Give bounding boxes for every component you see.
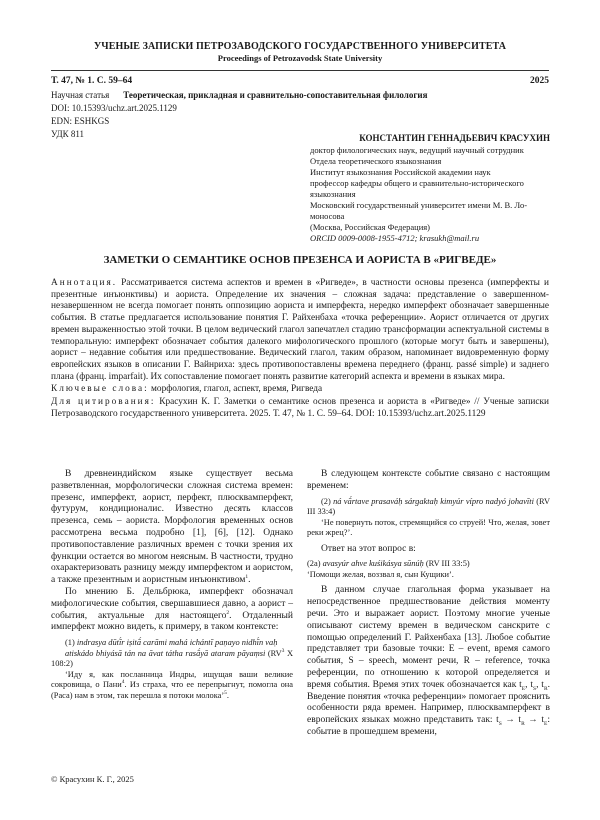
footnote-ref[interactable]: 4 (121, 679, 125, 686)
example-translation: ‘Помощи желая, воззвал я, сын Кущики’. (307, 569, 454, 579)
author-line: профессор кафедры общего и сравнительно-исторического (310, 178, 524, 188)
abstract-label: Аннотация. (51, 278, 118, 288)
body-column-left (51, 469, 293, 705)
example-1 (51, 638, 293, 670)
example-line (307, 559, 550, 570)
sanskrit-text: ná vā́rtave prasaváḥ sárgaktaḥ kimyúr vípro nadyó johavīti (333, 496, 534, 506)
example-ref: (RV (267, 648, 282, 658)
author-line: Отдела теоретического языкознания (310, 156, 442, 166)
body-paragraph (51, 587, 293, 634)
body-paragraph: В данном случае глагольная форма указывает на непосредственное предшествование действия моменту речи. Это и выражает аорист. Поэтому многие ученые описывают систему времен в ведическом санскрите с помощью определений Г. Райхенбаха [13]. Любое событие представляет три базовые точки: E – event, время самого события, S – speech, момент речи, R – reference, точка референции, по отношению к которой определяется и время события. Время этих точек обозначается как $t_E$, $t_S$, $t_R$. Введение понятия «точка референции» помогает прояснить особенности ряда времен. Например, плюсквамперфект в европейских языках можно представить так: $t_S \to t_R \to t_E$: событие в прошедшем времени, (307, 585, 551, 737)
body-paragraph: Ответ на этот вопрос в: (321, 543, 416, 554)
author-line: (Москва, Российская Федерация) (310, 222, 431, 232)
example-2a (307, 559, 550, 570)
author-orcid-email[interactable]: ORCID 0009-0008-1955-4712; krasukh@mail.ru (310, 233, 480, 243)
paragraph-text: В древнеиндийском языке существует весьма разветвленная, морфологически сложная система времен: презенс, имперфект, аорист, перфект, плюсквамперфект, футурум, кондиционалис. Известно десять классов презенса, семь – аориста. Морфология временных основ рассмотрена весьма подробно [1], [6], [12]. Однако противопоставление различных времен с точки зрения их функции остается во многом неясным. В частности, трудно охарактеризовать разницу между имперфектом и аористом, а также презентным и аористным инъюнктивом (51, 469, 293, 586)
subscript: R (521, 721, 525, 728)
paragraph-text: . Введение понятия «точка референции» помогает прояснить особенности ряда времен. Например, плюсквамперфект в европейских языках можно представить так: t (307, 679, 550, 726)
journal-title: УЧЕНЫЕ ЗАПИСКИ ПЕТРОЗАВОДСКОГО ГОСУДАРСТВЕННОГО УНИВЕРСИТЕТА (93, 41, 507, 52)
subscript: E (521, 685, 526, 692)
paragraph-text: : событие в прошедшем времени, (307, 715, 551, 737)
arrow-symbol: → t (524, 715, 544, 726)
example-number: (2) (321, 496, 331, 506)
example-line (51, 638, 293, 649)
udk: УДК 811 (51, 129, 85, 139)
sanskrit-text: avasyúr ahve kuśikásya sūnúḥ (322, 559, 424, 569)
author-line: доктор филологических наук, ведущий научный сотрудник (310, 145, 524, 155)
subscript: S (533, 685, 537, 692)
subscript: R (543, 685, 548, 692)
example-line (307, 497, 550, 518)
copyright: © Красухин К. Г., 2025 (51, 774, 134, 784)
volume-info: Т. 47, № 1. С. 59–64 (51, 76, 133, 86)
author-line: языкознания (310, 189, 356, 199)
example-line (51, 649, 293, 670)
journal-subtitle: Proceedings of Petrozavodsk State University (217, 53, 383, 63)
example-translation: ‘Не повернуть поток, стремящийся со струей! Что, желая, зовет реки жрец?’. (307, 517, 550, 538)
author-line: моносова (310, 211, 345, 221)
article-meta (51, 75, 549, 141)
citation-label: Для цитирования: (51, 397, 156, 408)
header-divider (51, 70, 549, 71)
keywords-label: Ключевые слова: (51, 384, 149, 395)
journal-header (50, 40, 550, 64)
translation-text: ‘Иду я, как посланница Индры, ищущая ваши великие сокровища, о Пани (51, 669, 293, 690)
article-title: ЗАМЕТКИ О СЕМАНТИКЕ ОСНОВ ПРЕЗЕНСА И АОРИСТА В «РИГВЕДЕ» (103, 254, 497, 266)
translation-text: . (226, 690, 229, 700)
year: 2025 (530, 76, 549, 86)
translation-text: . Из страха, что ее перепрыгнут, помогла она (Раса) нам в этом, так перешла я потоки молока’ (51, 680, 293, 700)
paragraph-text: В данном случае глагольная форма указывает на непосредственное предшествование действия моменту речи. Это и выражает аорист. Поэтому многие ученые описывают систему времен в ведическом санскрите с помощью определений Г. Райхенбаха [13]. Любое событие представляет три базовые точки: E – event, время самого события, S – speech, момент речи, R – reference, точка референции, по отношению к которой определяется и время события. Время этих точек обозначается как t (307, 585, 550, 690)
example-ref: X 108:2) (51, 648, 293, 669)
doi[interactable]: DOI: 10.15393/uchz.art.2025.1129 (51, 103, 177, 113)
abstract-block (51, 278, 549, 421)
footnote-ref[interactable]: 1 (245, 574, 249, 581)
example-number: (2a) (307, 559, 321, 569)
citation (51, 397, 549, 420)
example-2 (307, 497, 550, 518)
article-category: Теоретическая, прикладная и сравнительно-сопоставительная филология (123, 90, 428, 100)
footnote-ref[interactable]: 2 (226, 609, 230, 616)
footnote-ref[interactable]: 5 (224, 689, 227, 696)
keywords-text: морфология, глагол, аспект, время, Ригведа (151, 384, 323, 395)
example-number: (1) (65, 638, 75, 648)
paragraph-text: По мнению Б. Дельбрюка, имперфект обозначал мифологические события, свершавшиеся давно, а аорист – события, актуальные для настоящего (51, 586, 293, 621)
body-paragraph: В древнеиндийском языке существует весьма разветвленная, морфологически сложная система времен: презенс, имперфект, аорист, перфект, плюсквамперфект, футурум, кондиционалис. Известно десять классов презенса, семь – аориста. Морфология временных основ рассмотрена весьма подробно [1], [6], [12]. Однако противопоставление различных времен с точки зрения их функции остается во многом неясным. В частности, трудно охарактеризовать разницу между имперфектом и аористом, а также презентным и аористным инъюнктивом$^1$. (51, 469, 293, 586)
author-line: Институт языкознания Российской академии наук (310, 167, 491, 177)
author-line: Московский государственный университет имени М. В. Ло- (310, 200, 528, 210)
footnote-ref[interactable]: 3 (281, 647, 285, 654)
citation-text: Красухин К. Г. Заметки о семантике основ презенса и аориста в «Ригведе» // Ученые записки Петрозаводского государственного университета. 2025. Т. 47, № 1. С. 59–64. DOI: 10.15393/uchz.art.2025.1129 (51, 397, 549, 419)
abstract-text: Рассматривается система аспектов и времен в «Ригведе», в частности основы презенса (имперфекты и презентные инъюнктивы) и аориста. Определение их значения – сложная задача: представление о завершенном-незавершенном не всегда помогает понять оппозицию аориста и имперфекта, нередко имперфект обозначает завершенные события. В статье предлагается использование понятия Г. Райхенбаха «точка референции». Аорист отличается от других времен выраженностью этой точки. В целом ведический глагол запечатлел стадию трансформации аспектуальной системы в темпоральную: имперфект обозначает события далекого мифологического прошлого (которые могут быть и завершены), аорист – недавние события или предшествование. Ведический глагол, таким образом, напоминает видовременную форму европейских языков в описании Г. Вайнриха: здесь противопоставлены времена переднего (франц. passé simple) и заднего плана (франц. imparfait). Их сопоставление помогает понять развитие категорий аспекта и времени в языках мира. (51, 278, 549, 382)
example-ref: (RV III 33:5) (425, 559, 470, 569)
keywords (51, 384, 549, 396)
paragraph-text: . Отдаленный имперфект можно видеть, к примеру, в таком контексте: (51, 610, 293, 633)
subscript: E (544, 721, 548, 728)
arrow-symbol: → t (501, 715, 522, 726)
abstract (51, 278, 549, 383)
sanskrit-text: indrasya dūtī́r iṣitā́ carāmi mahá ichántī paṇayo nidhī́n vaḥ (76, 638, 278, 648)
subscript: S (498, 721, 502, 728)
sanskrit-text: atiskádo bhiyásā tán na āvat tátha rasā́yā ataram pāyaṃsi (65, 648, 266, 658)
body-paragraph: В следующем контексте событие связано с настоящим временем: (307, 469, 550, 491)
body-column-right (307, 469, 550, 739)
edn: EDN: ESHKGS (51, 116, 110, 126)
author-block (310, 133, 550, 244)
article-type: Научная статья (51, 90, 110, 100)
example-ref: (RV III 33:4) (307, 496, 550, 517)
author-name: КОНСТАНТИН ГЕННАДЬЕВИЧ КРАСУХИН (359, 133, 550, 143)
example-translation (51, 670, 293, 702)
